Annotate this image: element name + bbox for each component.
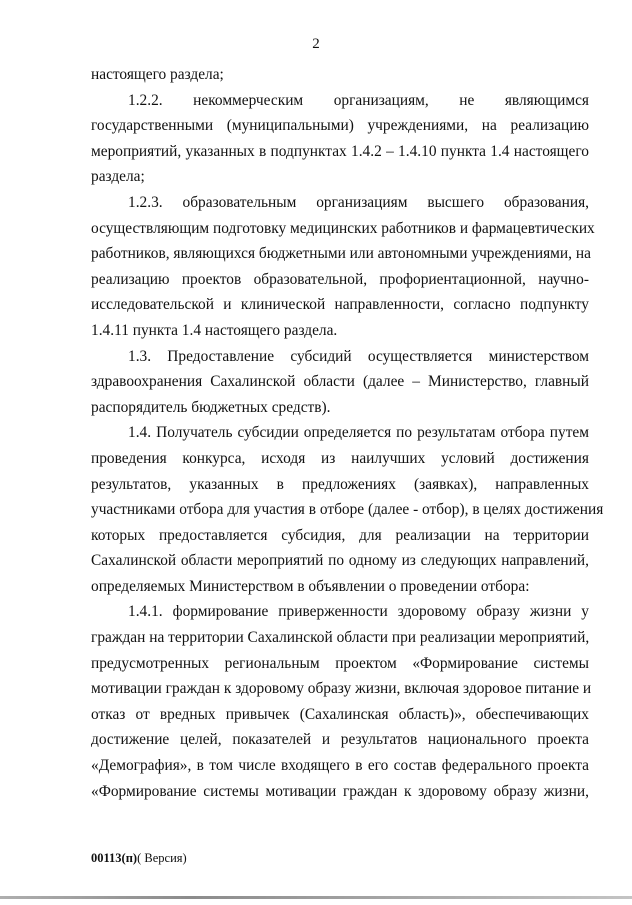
document-footer-code	[91, 851, 187, 865]
text-line: 1.4. Получатель субсидии определяется по результатам отбора путем	[128, 424, 589, 442]
text-line: отказ от вредных привычек (Сахалинская область)», обеспечивающих	[91, 705, 589, 723]
text-line: 1.4.11 пункта 1.4 настоящего раздела.	[91, 321, 338, 339]
text-line: определяемых Министерством в объявлении о проведении отбора:	[91, 577, 530, 595]
text-line: предусмотренных региональным проектом «Формирование системы	[91, 654, 589, 672]
text-line: распорядитель бюджетных средств).	[91, 398, 331, 416]
text-line: 1.4.1. формирование приверженности здоровому образу жизни у	[128, 603, 589, 621]
text-line: мероприятий, указанных в подпунктах 1.4.2 – 1.4.10 пункта 1.4 настоящего	[91, 142, 589, 160]
text-line: реализацию проектов образовательной, профориентационной, научно-	[91, 270, 589, 288]
text-line: достижение целей, показателей и результатов национального проекта	[91, 731, 589, 749]
paragraph	[91, 599, 592, 804]
text-line: «Формирование системы мотивации граждан к здоровому образу жизни,	[91, 782, 589, 800]
text-line: проведения конкурса, исходя из наилучших условий достижения	[91, 449, 589, 467]
text-line: 1.3. Предоставление субсидий осуществляется министерством	[128, 347, 589, 365]
text-line: которых предоставляется субсидия, для реализации на территории	[91, 526, 589, 544]
page-number: 2	[312, 36, 320, 52]
bottom-scan-edge	[0, 896, 632, 899]
footer-code-number: 00113(п)	[91, 851, 138, 865]
footer-version-label: ( Версия)	[137, 851, 187, 865]
text-line: работников, являющихся бюджетными или автономными учреждениями, на	[91, 245, 591, 263]
text-line: Сахалинской области мероприятий по одному из следующих направлений,	[91, 552, 589, 570]
paragraph	[91, 62, 589, 88]
paragraph	[91, 420, 604, 599]
text-line: мотивации граждан к здоровому образу жизни, включая здоровое питание и	[91, 680, 592, 698]
paragraph	[91, 344, 589, 421]
text-line: исследовательской и клинической направленности, согласно подпункту	[91, 296, 589, 314]
text-line: настоящего раздела;	[91, 66, 224, 83]
paragraph	[91, 190, 595, 344]
text-line: граждан на территории Сахалинской области при реализации мероприятий,	[91, 629, 590, 647]
text-line: участниками отбора для участия в отборе (далее - отбор), в целях достижения	[91, 501, 604, 519]
text-line: осуществляющим подготовку медицинских работников и фармацевтических	[91, 219, 595, 237]
paragraph	[91, 88, 589, 190]
text-line: 1.2.3. образовательным организациям высшего образования,	[128, 193, 589, 211]
text-line: государственными (муниципальными) учреждениями, на реализацию	[91, 117, 589, 135]
text-line: «Демография», в том числе входящего в его состав федерального проекта	[91, 757, 589, 775]
text-line: 1.2.2. некоммерческим организациям, не являющимся	[128, 91, 589, 109]
text-line: результатов, указанных в предложениях (заявках), направленных	[91, 475, 589, 493]
text-line: здравоохранения Сахалинской области (далее – Министерство, главный	[91, 373, 589, 391]
text-line: раздела;	[91, 168, 145, 186]
document-body	[91, 62, 604, 804]
